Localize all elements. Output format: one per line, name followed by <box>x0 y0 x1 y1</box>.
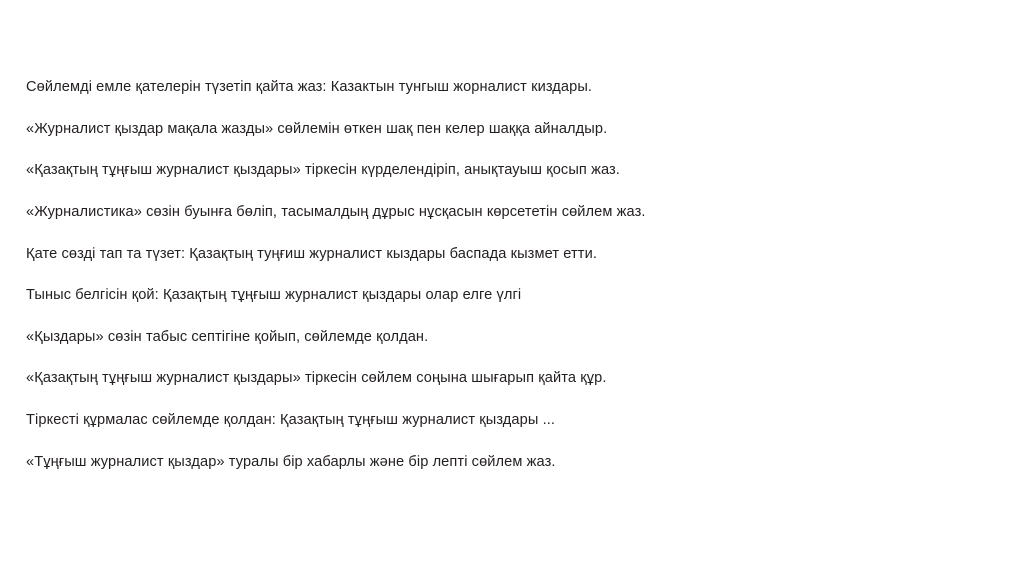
task-line: «Қазақтың тұңғыш журналист қыздары» тіркесін сөйлем соңына шығарып қайта құр. <box>26 370 607 387</box>
task-line: «Қыздары» сөзін табыс септігіне қойып, сөйлемде қолдан. <box>26 328 429 345</box>
task-line: «Тұңғыш журналист қыздар» туралы бір хабарлы және бір лепті сөйлем жаз. <box>26 453 556 470</box>
task-line: Қате сөзді тап та түзет: Қазақтың туңғиш журналист кыздары баспада кызмет етти. <box>26 245 597 262</box>
task-line: «Қазақтың тұңғыш журналист қыздары» тіркесін күрделендіріп, анықтауыш қосып жаз. <box>26 162 620 179</box>
task-line: Тыныс белгісін қой: Қазақтың тұңғыш журналист қыздары олар елге үлгі <box>26 287 522 304</box>
task-line: «Журналист қыздар мақала жазды» сөйлемін өткен шақ пен келер шаққа айналдыр. <box>26 120 608 137</box>
task-line: «Журналистика» сөзін буынға бөліп, тасымалдың дұрыс нұсқасын көрсететін сөйлем жаз. <box>26 203 646 220</box>
task-list <box>26 78 998 471</box>
task-line: Тіркесті құрмалас сөйлемде қолдан: Қазақтың тұңғыш журналист қыздары ... <box>26 412 556 428</box>
task-line: Сөйлемді емле қателерін түзетіп қайта жаз: Казактын тунгыш жорналист киздары. <box>26 79 593 95</box>
